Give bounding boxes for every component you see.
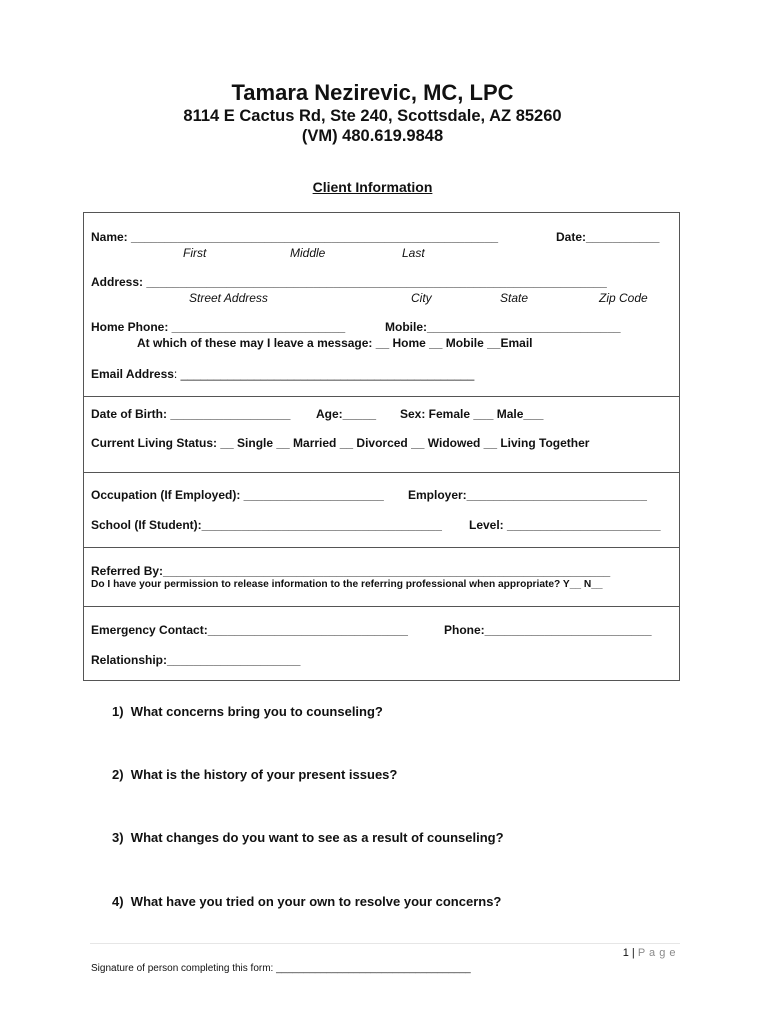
question-text: What concerns bring you to counseling? bbox=[130, 704, 383, 719]
question-number: 2) bbox=[112, 767, 124, 782]
zip-code-caption: Zip Code bbox=[599, 291, 648, 305]
school-field[interactable]: School (If Student):____________________________________ bbox=[91, 518, 442, 532]
name-field[interactable]: Name: _______________________________________________________ bbox=[91, 230, 499, 244]
page-indicator bbox=[623, 947, 676, 959]
level-field[interactable]: Level: _______________________ bbox=[469, 518, 661, 532]
form-title: Client Information bbox=[312, 179, 433, 195]
city-caption: City bbox=[411, 291, 432, 305]
footer-divider bbox=[90, 943, 680, 944]
relationship-field[interactable]: Relationship:____________________ bbox=[91, 653, 301, 667]
practitioner-name: Tamara Nezirevic, MC, LPC bbox=[231, 80, 514, 105]
question-text: What have you tried on your own to resolve your concerns? bbox=[130, 894, 502, 909]
state-caption: State bbox=[500, 291, 529, 305]
email-field[interactable] bbox=[91, 367, 474, 381]
home-phone-field[interactable]: Home Phone: __________________________ bbox=[91, 320, 346, 334]
question-1 bbox=[112, 704, 383, 719]
section-divider bbox=[83, 396, 680, 397]
question-text: What is the history of your present issues? bbox=[130, 767, 398, 782]
question-number: 3) bbox=[112, 830, 124, 845]
living-status-field[interactable]: Current Living Status: __ Single __ Married __ Divorced __ Widowed __ Living Together bbox=[91, 436, 590, 450]
practice-address: 8114 E Cactus Rd, Ste 240, Scottsdale, AZ 85260 bbox=[183, 107, 562, 125]
question-4 bbox=[112, 894, 501, 909]
question-3 bbox=[112, 830, 504, 845]
street-address-caption: Street Address bbox=[189, 291, 268, 305]
message-preference[interactable]: At which of these may I leave a message: __ Home __ Mobile __Email bbox=[137, 336, 533, 350]
emergency-phone-field[interactable]: Phone:_________________________ bbox=[444, 623, 652, 637]
page-number: 1 bbox=[622, 947, 629, 959]
page-word: P a g e bbox=[637, 947, 676, 959]
question-2 bbox=[112, 767, 397, 782]
date-field[interactable]: Date:___________ bbox=[556, 230, 660, 244]
dob-field[interactable]: Date of Birth: __________________ bbox=[91, 407, 291, 421]
age-field[interactable]: Age:_____ bbox=[316, 407, 377, 421]
question-number: 1) bbox=[112, 704, 124, 719]
referred-by-field[interactable]: Referred By:___________________________________________________________________ bbox=[91, 564, 611, 578]
question-number: 4) bbox=[112, 894, 124, 909]
emergency-contact-field[interactable]: Emergency Contact:______________________________ bbox=[91, 623, 408, 637]
name-last-caption: Last bbox=[402, 246, 425, 260]
occupation-field[interactable]: Occupation (If Employed): _____________________ bbox=[91, 488, 384, 502]
mobile-field[interactable]: Mobile:_____________________________ bbox=[385, 320, 621, 334]
section-divider bbox=[83, 547, 680, 548]
name-middle-caption: Middle bbox=[290, 246, 326, 260]
email-blank[interactable]: : ____________________________________________ bbox=[173, 367, 475, 381]
name-first-caption: First bbox=[183, 246, 207, 260]
employer-field[interactable]: Employer:___________________________ bbox=[408, 488, 647, 502]
email-label: Email Address bbox=[91, 367, 174, 381]
address-field[interactable]: Address: _____________________________________________________________________ bbox=[91, 275, 607, 289]
section-divider bbox=[83, 606, 680, 607]
release-permission-field[interactable]: Do I have your permission to release information to the referring professional when appropriate? Y__ N__ bbox=[91, 579, 603, 590]
practice-phone: (VM) 480.619.9848 bbox=[301, 127, 444, 145]
page-separator: | bbox=[631, 947, 635, 959]
question-text: What changes do you want to see as a result of counseling? bbox=[130, 830, 504, 845]
signature-field[interactable]: Signature of person completing this form: ___________________________________ bbox=[91, 963, 471, 974]
section-divider bbox=[83, 472, 680, 473]
sex-field[interactable]: Sex: Female ___ Male___ bbox=[400, 407, 544, 421]
